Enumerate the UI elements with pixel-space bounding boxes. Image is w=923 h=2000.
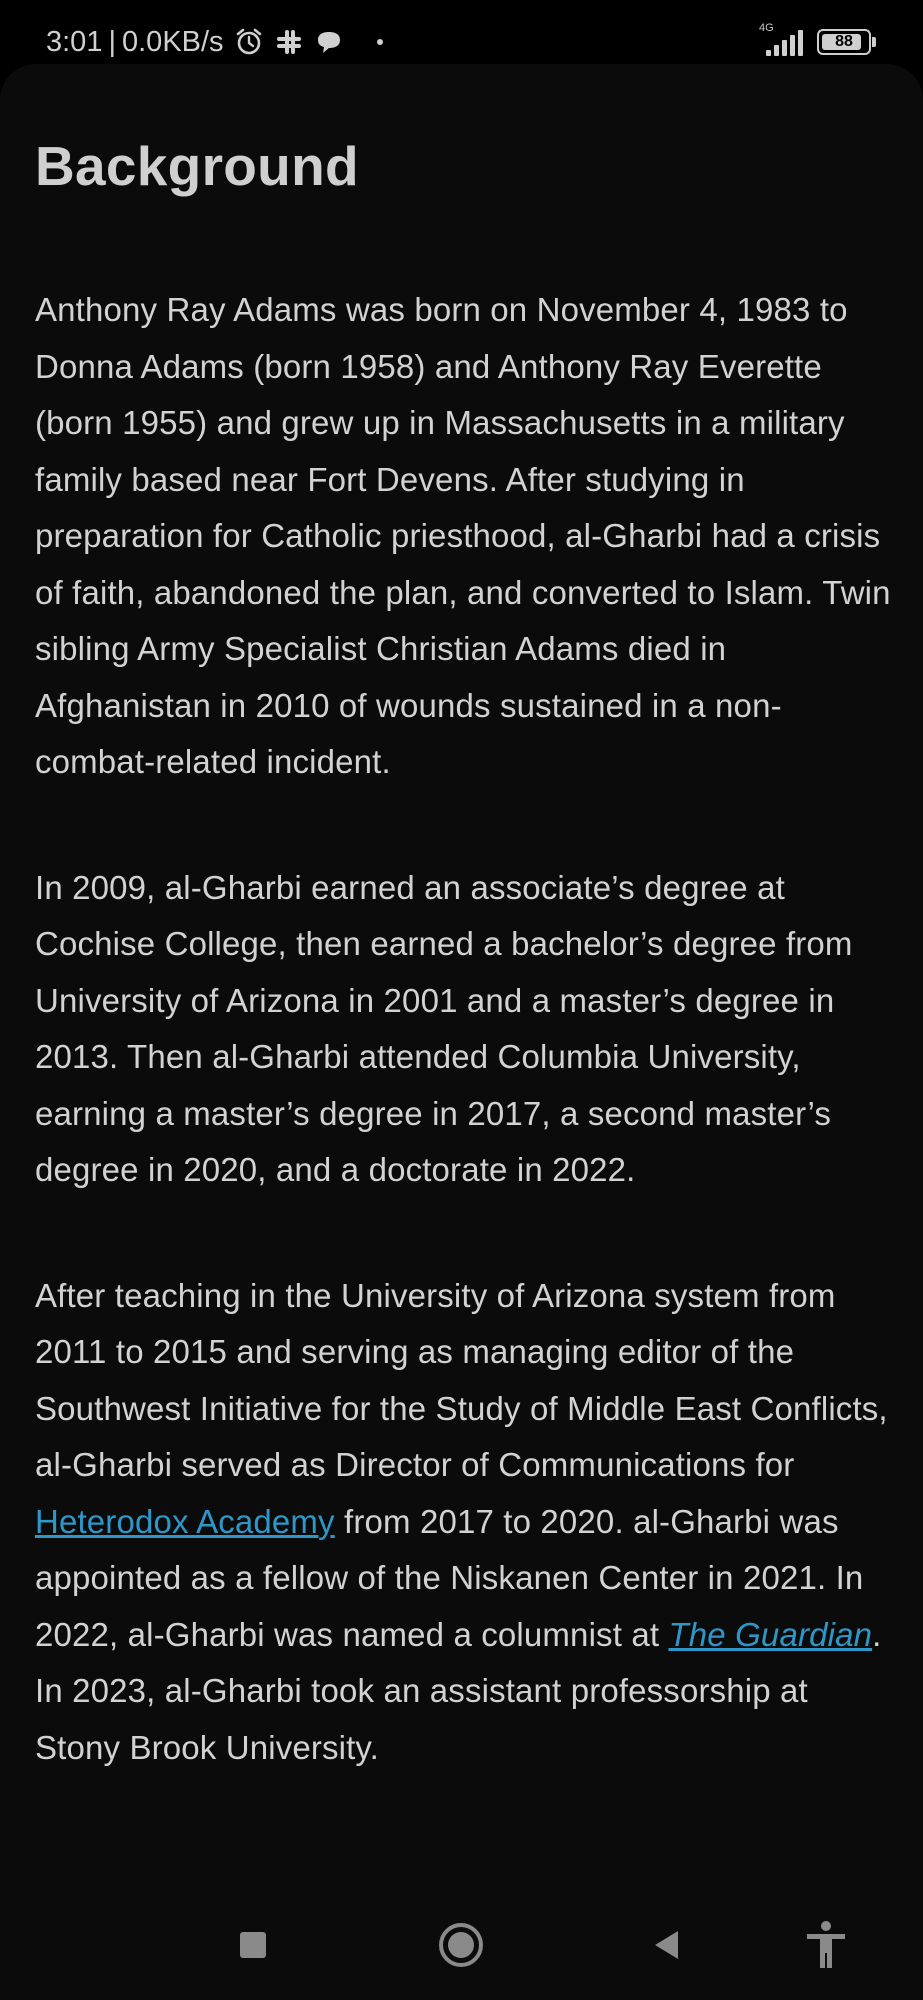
status-right	[759, 22, 871, 62]
section-heading: Background	[35, 135, 359, 197]
back-triangle-icon[interactable]	[634, 1912, 700, 1978]
alarm-icon	[234, 27, 264, 57]
career-text-part3: . In 2023, al-Gharbi took an assistant professorship at Stony Brook University.	[35, 1615, 882, 1766]
dot-icon	[376, 38, 384, 46]
career-text-part1: After teaching in the University of Arizona system from 2011 to 2015 and serving as managing editor of the Southwest Initiative for the Study of Middle East Conflicts, al-Gharbi served as Director of Communications for	[35, 1276, 888, 1483]
paragraph-education: In 2009, al-Gharbi earned an associate’s degree at Cochise College, then earned a bachelor’s degree from University of Arizona in 2001 and a master’s degree in 2013. Then al-Gharbi attended Columbia University, earning a master’s degree in 2017, a second master’s degree in 2020, and a doctorate in 2022.	[35, 868, 853, 1188]
navigation-bar	[0, 1890, 923, 2000]
recents-square-icon[interactable]	[220, 1912, 286, 1978]
content-sheet	[0, 64, 923, 2000]
status-bar	[0, 0, 923, 64]
article-body	[35, 282, 901, 1845]
paragraph-early-life: Anthony Ray Adams was born on November 4, 1983 to Donna Adams (born 1958) and Anthony Ray Everette (born 1955) and grew up in Massachusetts in a military family based near Fort Devens. After studying in preparation for Catholic priesthood, al-Gharbi had a crisis of faith, abandoned the plan, and converted to Islam. Twin sibling Army Specialist Christian Adams died in Afghanistan in 2010 of wounds sustained in a non-combat-related incident.	[35, 291, 891, 780]
status-left	[46, 22, 384, 62]
career-text-part2: from 2017 to 2020. al-Gharbi was appointed as a fellow of the Niskanen Center in 2021. In 2022, al-Gharbi was named a columnist at	[35, 1502, 864, 1653]
battery-percent: 88	[835, 33, 853, 50]
home-circle-icon[interactable]	[428, 1912, 494, 1978]
the-guardian-link[interactable]: The Guardian	[668, 1615, 873, 1653]
status-speed: 0.0KB/s	[122, 25, 224, 58]
heterodox-academy-link[interactable]: Heterodox Academy	[35, 1502, 335, 1540]
status-separator: |	[108, 25, 116, 58]
chat-bubble-icon	[314, 27, 344, 57]
accessibility-icon[interactable]	[793, 1912, 859, 1978]
network-type: 4G	[759, 22, 774, 34]
status-time: 3:01	[46, 25, 103, 58]
signal-icon	[759, 22, 803, 56]
battery-icon	[817, 29, 871, 55]
paragraph-career	[35, 1268, 901, 1777]
slack-icon	[274, 27, 304, 57]
